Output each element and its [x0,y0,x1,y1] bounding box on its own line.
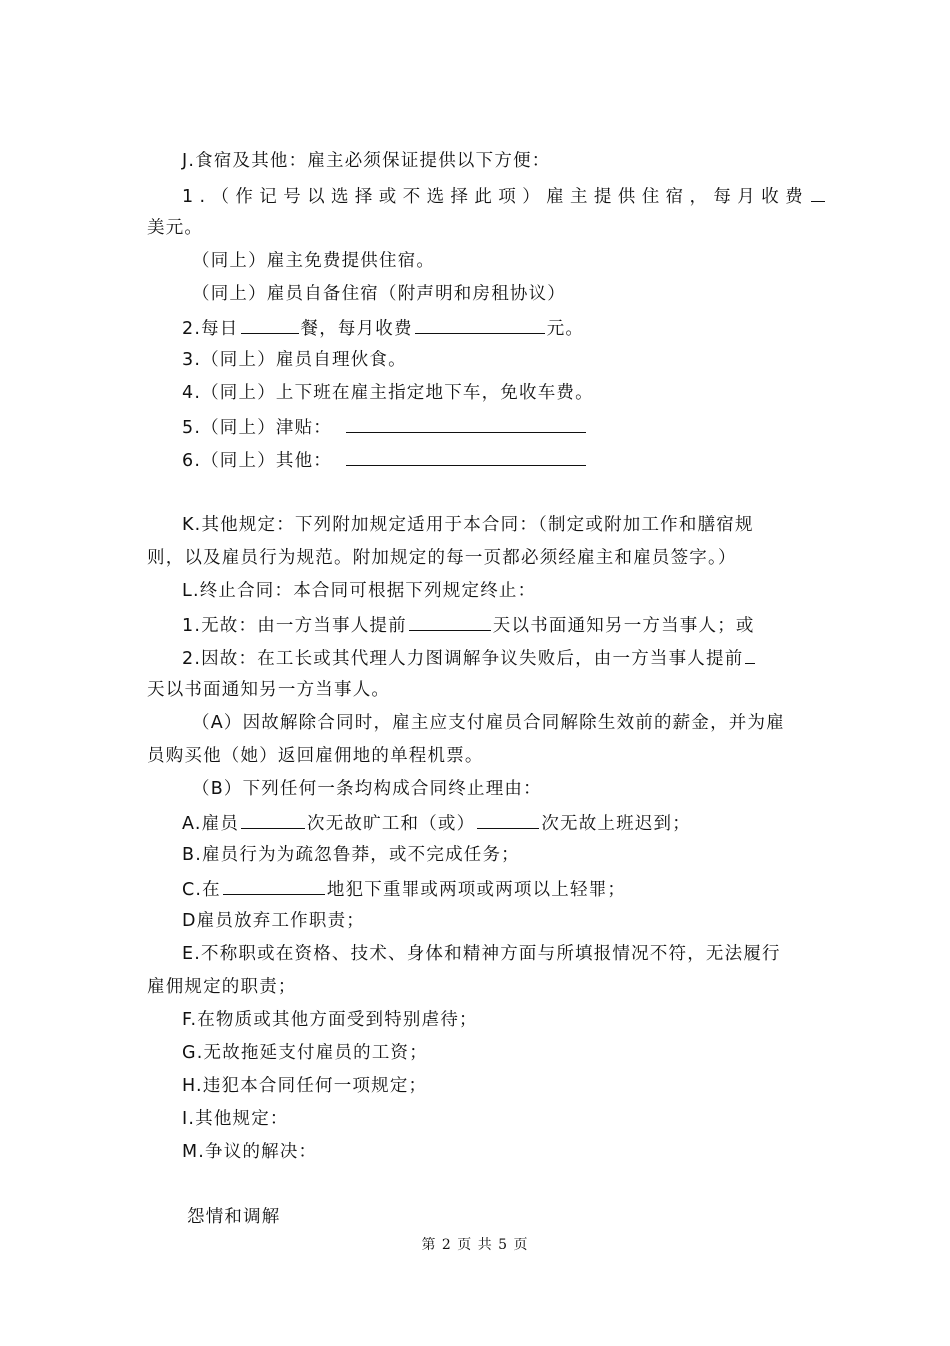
page-footer: 第 2 页 共 5 页 [421,1237,529,1253]
section-j-item-2: 2.每日 餐，每月收费 元。 [182,315,584,341]
section-k-line-1: K.其他规定：下列附加规定适用于本合同：（制定或附加工作和膳宿规 [182,515,754,535]
section-l-b-c: C.在 地犯下重罪或两项或两项以上轻罪； [182,876,626,902]
section-l-b-e-line-2: 雇佣规定的职责； [147,977,297,997]
section-l-b-heading: （B）下列任何一条均构成合同终止理由： [192,779,542,799]
section-l-b-h: H.违犯本合同任何一项规定； [182,1076,428,1096]
section-j-item-5: 5.（同上）津贴： [182,414,588,440]
section-l-heading: L.终止合同：本合同可根据下列规定终止： [182,581,537,601]
section-l-item-2: 2.因故：在工长或其代理人力图调解争议失败后，由一方当事人提前 [182,645,757,671]
section-m-subheading: 怨情和调解 [187,1207,281,1227]
section-l-b-a: A.雇员 次无故旷工和（或） 次无故上班迟到； [182,810,691,836]
section-j-item-1-cont: 美元。 [147,218,204,238]
section-l-a-line-1: （A）因故解除合同时，雇主应支付雇员合同解除生效前的薪金，并为雇 [192,713,785,733]
section-l-item-2-cont: 天以书面通知另一方当事人。 [147,680,391,700]
section-j-same-1: （同上）雇主免费提供住宿。 [192,251,436,271]
section-j-item-4: 4.（同上）上下班在雇主指定地下车，免收车费。 [182,383,594,403]
section-j-item-1: 1.（作记号以选择或不选择此项）雇主提供住宿，每月收费 [182,183,827,209]
section-l-a-line-2: 员购买他（她）返回雇佣地的单程机票。 [147,746,484,766]
section-j-item-6: 6.（同上）其他： [182,447,588,473]
section-k-line-2: 则，以及雇员行为规范。附加规定的每一页都必须经雇主和雇员签字。） [147,548,737,568]
section-l-b-g: G.无故拖延支付雇员的工资； [182,1043,428,1063]
section-l-b-f: F.在物质或其他方面受到特别虐待； [182,1010,478,1030]
section-m-heading: M.争议的解决： [182,1142,318,1162]
section-l-b-e-line-1: E.不称职或在资格、技术、身体和精神方面与所填报情况不符，无法履行 [182,944,781,964]
section-l-b-b: B.雇员行为为疏忽鲁莽，或不完成任务； [182,845,520,865]
section-j-item-3: 3.（同上）雇员自理伙食。 [182,350,407,370]
section-l-b-i: I.其他规定： [182,1109,289,1129]
section-j-heading: J.食宿及其他：雇主必须保证提供以下方便： [182,151,551,171]
section-l-b-d: D雇员放弃工作职责； [182,911,365,931]
section-j-same-2: （同上）雇员自备住宿（附声明和房租协议） [192,284,566,304]
section-l-item-1: 1.无故：由一方当事人提前 天以书面通知另一方当事人；或 [182,612,755,638]
